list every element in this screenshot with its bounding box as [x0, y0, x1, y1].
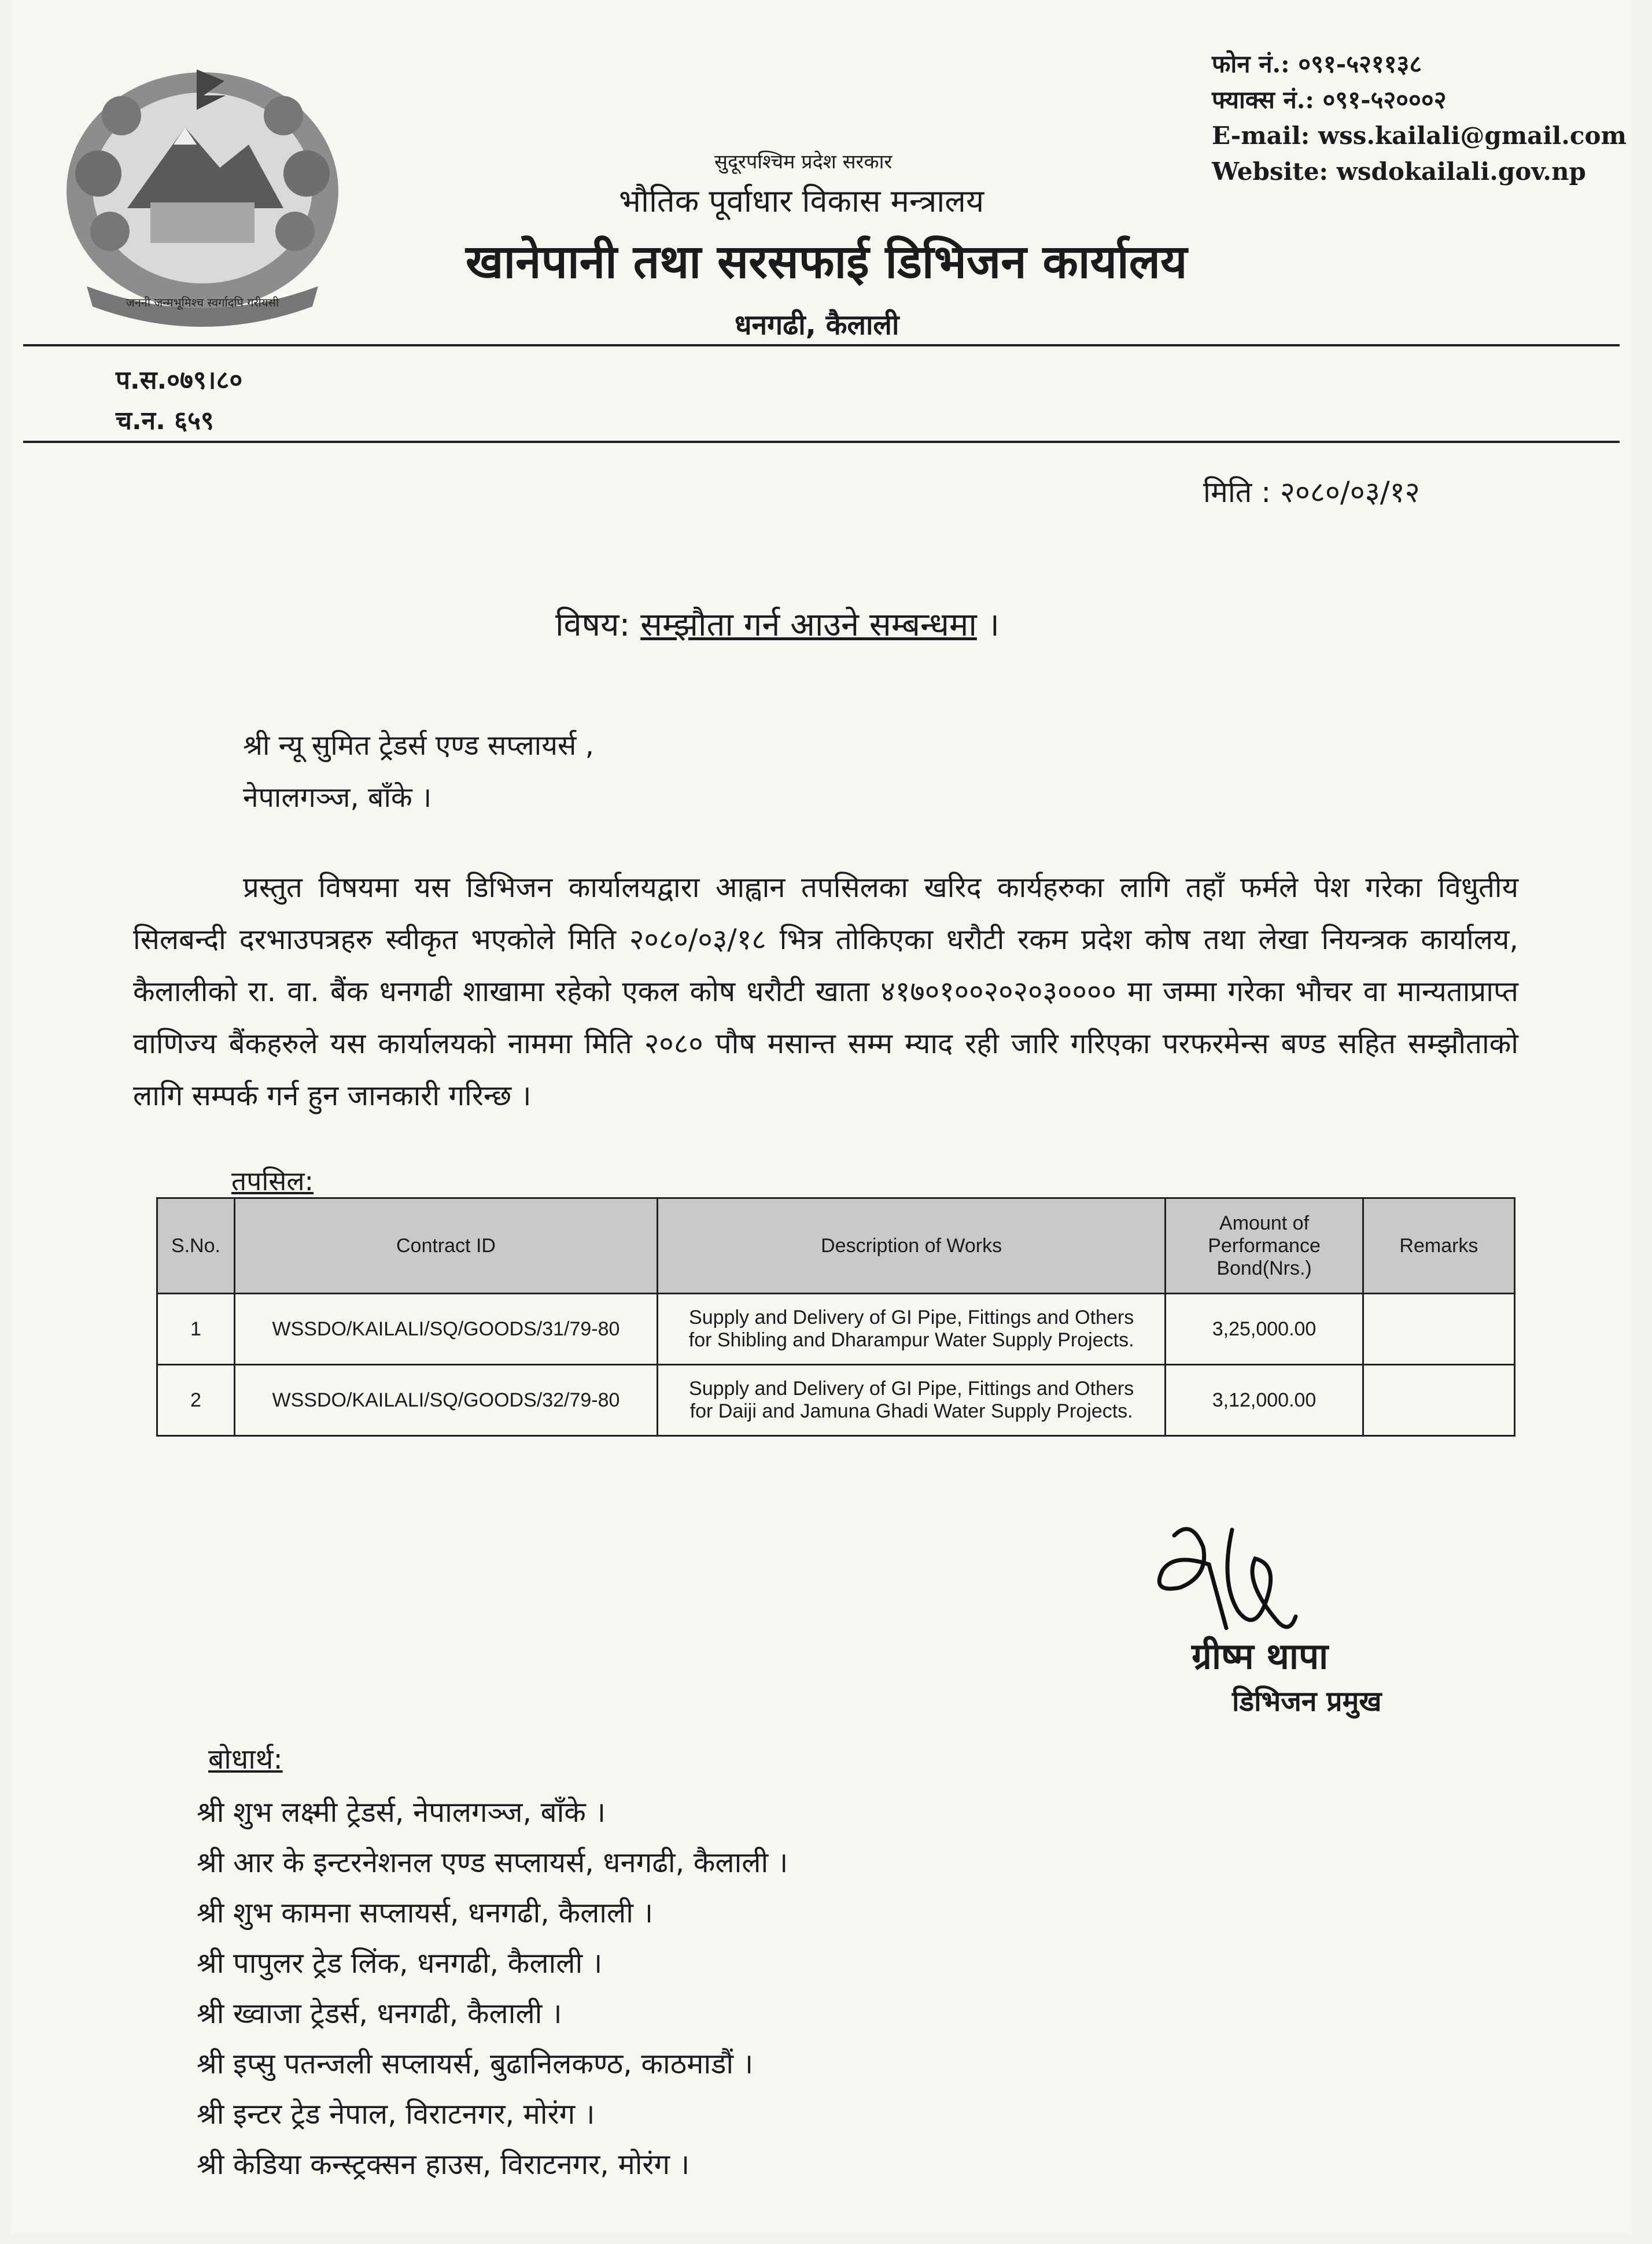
nepal-coat-of-arms-icon — [52, 58, 353, 330]
cell-remarks — [1363, 1365, 1514, 1436]
cell-amount: 3,12,000.00 — [1166, 1365, 1363, 1436]
list-item: श्री शुभ लक्ष्मी ट्रेडर्स, नेपालगञ्ज, बाँके । — [197, 1796, 606, 1829]
table-row — [157, 1365, 1515, 1436]
contract-table — [156, 1197, 1515, 1437]
cell-remarks — [1363, 1294, 1514, 1365]
subject-line — [555, 601, 1000, 645]
list-item: श्री शुभ कामना सप्लायर्स, धनगढी, कैलाली । — [197, 1896, 654, 1929]
cc-list — [197, 1787, 788, 2190]
letter-body: प्रस्तुत विषयमा यस डिभिजन कार्यालयद्वारा आह्वान तपसिलका खरिद कार्यहरुका लागि तहाँ फर्मले पेश गरेका विधुतीय सिलबन्दी दरभाउपत्रहरु स्वीकृत भएकोले मिति २०८०/०३/१८ भित्र तोकिएका धरौटी रकम प्रदेश कोष तथा लेखा नियन्त्रक कार्यालय, कैलालीको रा. वा. बैंक धनगढी शाखामा रहेको एकल कोष धरौटी खाता ४१७०१००२०२०३०००० मा जम्मा गरेका भौचर वा मान्यताप्राप्त वाणिज्य बैंकहरुले यस कार्यालयको नाममा मिति २०८० पौष मसान्त सम्म म्याद रही जारि गरिएका परफरमेन्स बण्ड सहित सम्झौताको लागि सम्पर्क गर्न हुन जानकारी गरिन्छ । — [133, 871, 1518, 1112]
ministry-name: भौतिक पूर्वाधार विकास मन्त्रालय — [619, 183, 984, 219]
header-divider — [23, 344, 1620, 346]
subject-label: विषय: — [555, 606, 630, 644]
list-item: श्री इप्सु पतन्जली सप्लायर्स, बुढानिलकण्ठ, काठमाडौं । — [197, 2047, 754, 2080]
addressee-place: नेपालगञ्ज, बाँके । — [243, 781, 432, 814]
list-item: श्री आर के इन्टरनेशनल एण्ड सप्लायर्स, धनगढी, कैलाली । — [197, 1846, 788, 1879]
letter-date: मिति : २०८०/०३/१२ — [1203, 475, 1420, 509]
cell-description — [658, 1365, 1166, 1436]
cell-sno: 2 — [157, 1365, 235, 1436]
emblem-motto: जननी जन्मभूमिश्च स्वर्गादपि गरीयसी — [126, 296, 279, 309]
list-item: श्री इन्टर ट्रेड नेपाल, विराटनगर, मोरंग । — [197, 2098, 595, 2131]
fax-number: फ्याक्स नं.: ०९१-५२०००२ — [1212, 86, 1447, 114]
dispatch-number: च.न. ६५९ — [116, 406, 214, 435]
letter-reference-number: प.स.०७९।८० — [116, 366, 243, 395]
province-government: सुदूरपश्चिम प्रदेश सरकार — [714, 150, 893, 174]
col-contract-id: Contract ID — [234, 1198, 657, 1294]
cell-sno: 1 — [157, 1294, 235, 1365]
description-line: Supply and Delivery of GI Pipe, Fittings and Others — [689, 1378, 1134, 1400]
signatory-name: ग्रीष्म थापा — [1192, 1635, 1329, 1677]
office-name: खानेपानी तथा सरसफाई डिभिजन कार्यालय — [466, 235, 1188, 289]
subject-end: । — [976, 606, 1000, 644]
office-location: धनगढी, कैलाली — [735, 309, 899, 341]
cell-contract-id: WSSDO/KAILALI/SQ/GOODS/31/79-80 — [234, 1294, 657, 1365]
table-header-row — [157, 1198, 1515, 1294]
list-item: श्री केडिया कन्स्ट्रक्सन हाउस, विराटनगर, मोरंग । — [197, 2148, 690, 2181]
col-sno: S.No. — [157, 1198, 235, 1294]
subject-text: सम्झौता गर्न आउने सम्बन्धमा — [640, 606, 977, 644]
description-line: Supply and Delivery of GI Pipe, Fittings and Others — [689, 1306, 1134, 1328]
contact-block — [1212, 46, 1627, 190]
signature-icon — [1140, 1512, 1313, 1645]
col-description: Description of Works — [658, 1198, 1166, 1294]
email-address: E-mail: wss.kailali@gmail.com — [1212, 121, 1627, 150]
list-item: श्री ख्वाजा ट्रेडर्स, धनगढी, कैलाली । — [197, 1997, 562, 2030]
cell-amount: 3,25,000.00 — [1166, 1294, 1363, 1365]
description-line: for Daiji and Jamuna Ghadi Water Supply Projects. — [689, 1400, 1133, 1422]
cell-contract-id: WSSDO/KAILALI/SQ/GOODS/32/79-80 — [234, 1365, 657, 1436]
schedule-label: तपसिल: — [231, 1165, 314, 1197]
table-row — [157, 1294, 1515, 1365]
reference-divider — [23, 441, 1620, 443]
addressee-name: श्री न्यू सुमित ट्रेडर्स एण्ड सप्लायर्स , — [243, 729, 594, 762]
letter-page — [12, 0, 1631, 2232]
col-amount: Amount of Performance Bond(Nrs.) — [1166, 1198, 1363, 1294]
website: Website: wsdokailali.gov.np — [1212, 157, 1586, 186]
signatory-title: डिभिजन प्रमुख — [1232, 1685, 1382, 1718]
cell-description — [658, 1294, 1166, 1365]
cc-heading: बोधार्थ: — [208, 1743, 283, 1776]
description-line: for Shibling and Dharampur Water Supply Projects. — [688, 1329, 1134, 1351]
phone-number: फोन नं.: ०९१-५२११३८ — [1212, 50, 1422, 78]
list-item: श्री पापुलर ट्रेड लिंक, धनगढी, कैलाली । — [197, 1947, 603, 1980]
col-remarks: Remarks — [1363, 1198, 1514, 1294]
